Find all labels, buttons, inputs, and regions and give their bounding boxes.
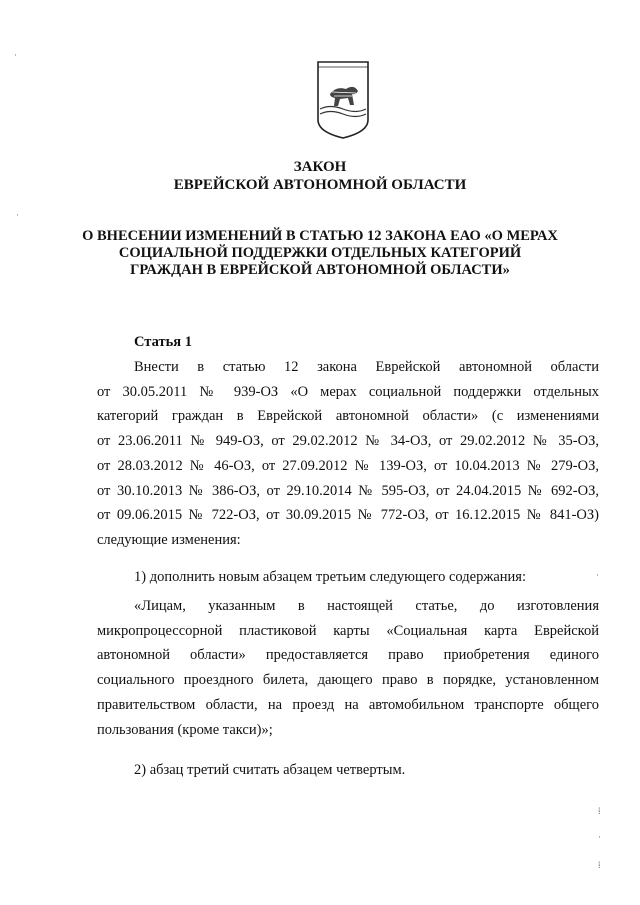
subject-line: ГРАЖДАН В ЕВРЕЙСКОЙ АВТОНОМНОЙ ОБЛАСТИ» (130, 262, 510, 278)
scan-speck: ⁞ (598, 860, 601, 870)
law-title: ЗАКОН (293, 159, 347, 175)
paragraph-line: Внести в статью 12 закона Еврейской автономной области (134, 359, 599, 375)
quote-line: пользования (кроме такси)»; (97, 721, 273, 738)
quote-line: автономной области» предоставляется право приобретения единого (97, 647, 599, 664)
scan-speck: · (596, 570, 599, 580)
paragraph-line: следующие изменения: (97, 531, 241, 548)
paragraph-line: от 23.06.2011 № 949-ОЗ, от 29.02.2012 № 34-ОЗ, от 29.02.2012 № 35-ОЗ, (97, 433, 599, 450)
paragraph-line: от 30.10.2013 № 386-ОЗ, от 29.10.2014 № 595-ОЗ, от 24.04.2015 № 692-ОЗ, (97, 482, 599, 499)
region-title: ЕВРЕЙСКОЙ АВТОНОМНОЙ ОБЛАСТИ (173, 177, 467, 193)
quote-line: «Лицам, указанным в настоящей статье, до изготовления (134, 598, 599, 614)
scan-speck: · (16, 210, 19, 220)
law-subject (0, 228, 640, 279)
paragraph-line: категорий граждан в Еврейской автономной области» (с изменениями (97, 408, 599, 425)
quoted-paragraph (97, 594, 599, 742)
subject-line: О ВНЕСЕНИИ ИЗМЕНЕНИЙ В СТАТЬЮ 12 ЗАКОНА ЕАО «О МЕРАХ (82, 228, 558, 244)
paragraph-line: от 28.03.2012 № 46-ОЗ, от 27.09.2012 № 139-ОЗ, от 10.04.2013 № 279-ОЗ, (97, 457, 599, 474)
subject-line: СОЦИАЛЬНОЙ ПОДДЕРЖКИ ОТДЕЛЬНЫХ КАТЕГОРИЙ (118, 245, 522, 261)
quote-line: социального проездного билета, дающего право в порядке, установленном (97, 672, 599, 689)
scan-speck: · (14, 50, 17, 60)
scan-speck: ⁞ (598, 806, 601, 816)
paragraph-line: от 30.05.2011 № 939-ОЗ «О мерах социальной поддержки отдельных (97, 383, 599, 400)
amendment-item-1: 1) дополнить новым абзацем третьим следующего содержания: (134, 569, 527, 585)
paragraph-line: от 09.06.2015 № 722-ОЗ, от 30.09.2015 № 772-ОЗ, от 16.12.2015 № 841-ОЗ) (97, 507, 599, 524)
coat-of-arms-icon (316, 60, 370, 140)
amendment-item-2: 2) абзац третий считать абзацем четвертым. (134, 762, 406, 778)
scan-speck: · (598, 832, 601, 842)
article-heading: Статья 1 (134, 334, 192, 350)
quote-line: правительством области, на проезд на автомобильном транспорте общего (97, 696, 599, 713)
quote-line: микропроцессорной пластиковой карты «Социальная карта Еврейской (97, 622, 599, 639)
article-paragraph (97, 355, 599, 553)
